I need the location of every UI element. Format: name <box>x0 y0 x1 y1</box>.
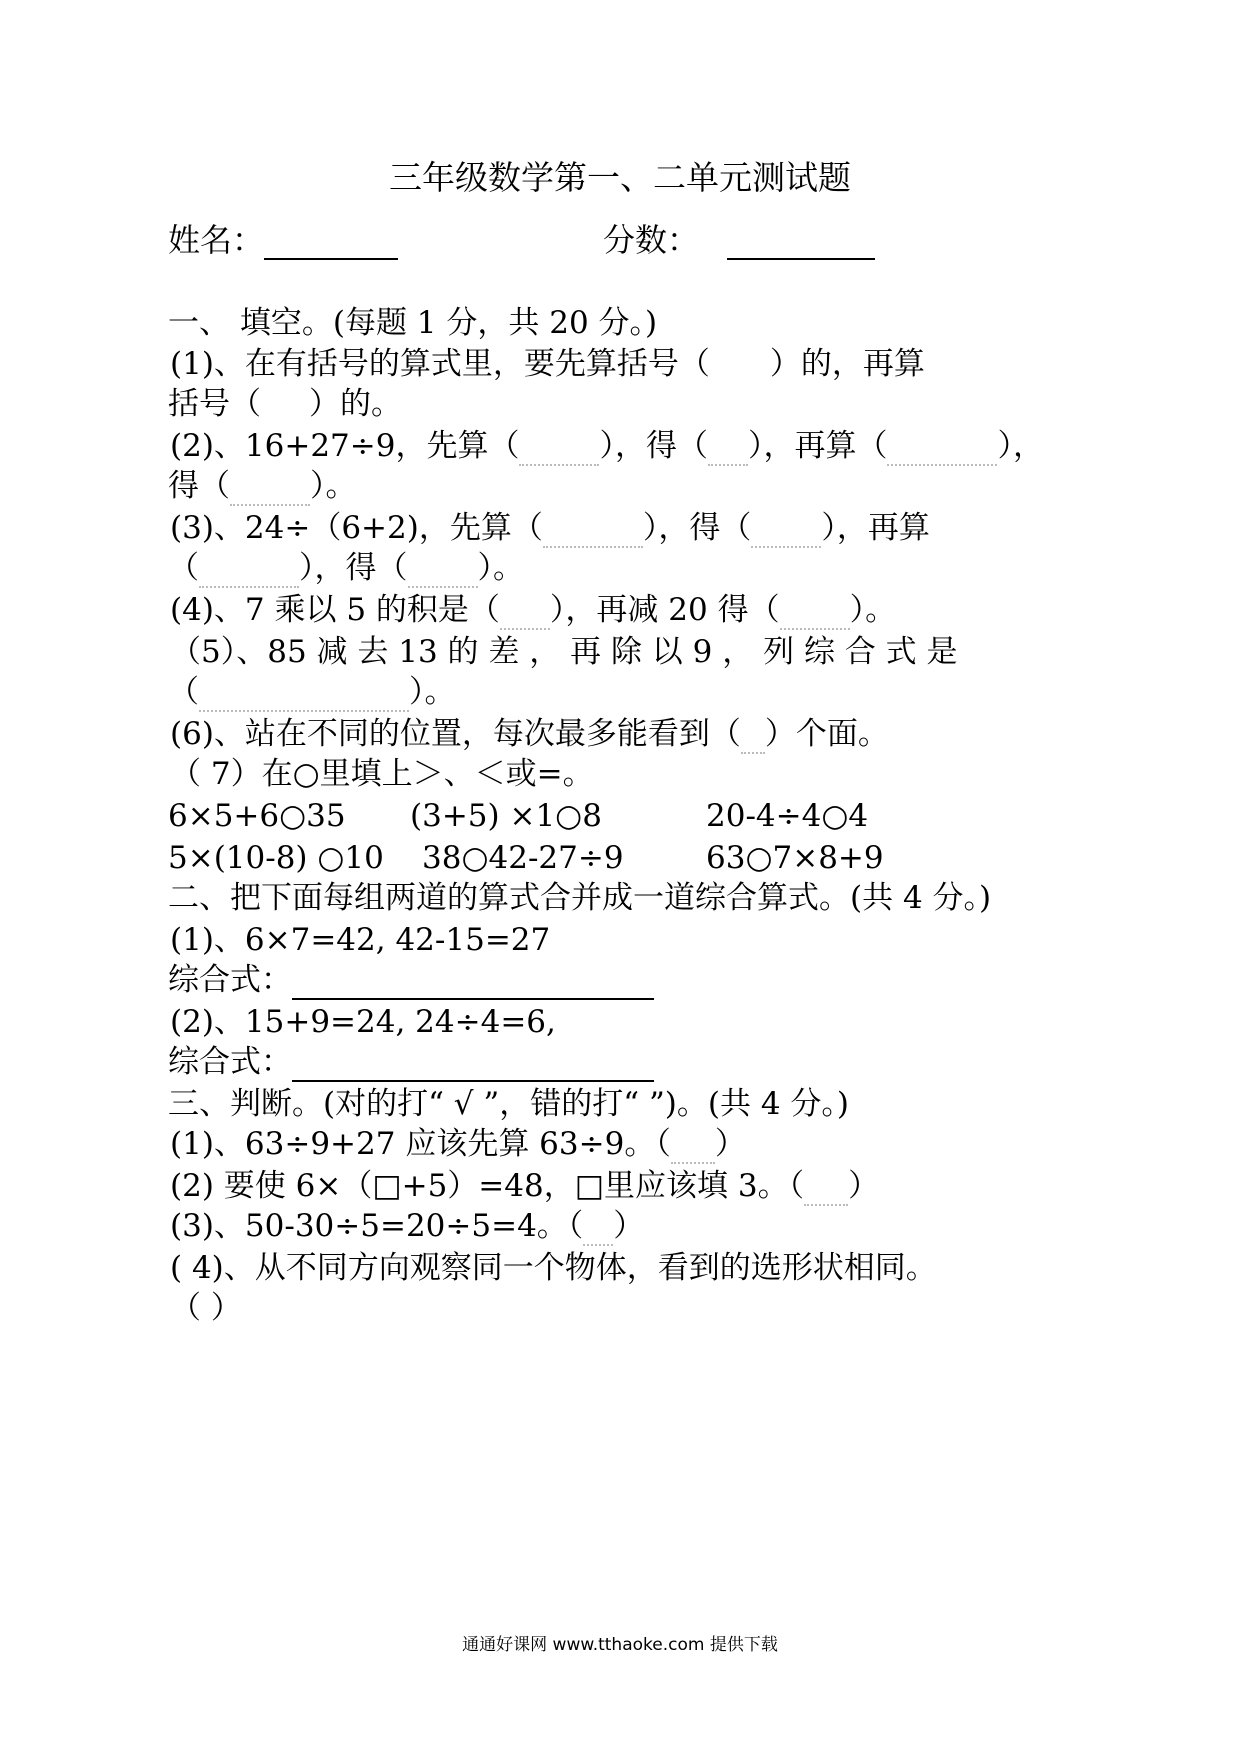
score-row <box>603 220 875 260</box>
compare-row-2 <box>168 838 884 878</box>
combined-label: 综合式： <box>168 962 292 998</box>
q2-line-2: 得（ ）。 <box>168 468 357 504</box>
compare-item: (3+5) ×1○8 <box>410 798 602 834</box>
section-2-heading: 二、把下面每组两道的算式合并成一道综合算式。(共 4 分。) <box>168 880 992 916</box>
q6-line: (6)、站在不同的位置，每次最多能看到（ ）个面。 <box>170 716 889 752</box>
s3-q1: (1)、63÷9+27 应该先算 63÷9。（ ） <box>170 1126 746 1162</box>
s3-q4: ( 4)、从不同方向观察同一个物体，看到的选形状相同。 <box>170 1250 937 1286</box>
page-title: 三年级数学第一、二单元测试题 <box>389 158 851 197</box>
s2-answer-1-row <box>168 960 654 1000</box>
compare-item: 38○42-27÷9 <box>422 840 624 876</box>
compare-item: 6×5+6○35 <box>168 798 346 834</box>
q7-line: （ 7）在○里填上＞、＜或=。 <box>170 756 594 792</box>
compare-item: 20-4÷4○4 <box>706 798 869 834</box>
name-blank[interactable] <box>264 226 398 260</box>
compare-item: 63○7×8+9 <box>706 840 884 876</box>
s3-q4-paren: （ ） <box>170 1290 242 1326</box>
q1-line-1: (1)、在有括号的算式里，要先算括号（ ）的，再算 <box>170 346 925 382</box>
q4-line: (4)、7 乘以 5 的积是（ ），再减 20 得（ ）。 <box>170 592 897 628</box>
q3-line-1: (3)、24÷（6+2)，先算（ ），得（ ），再算 <box>170 510 930 546</box>
s2-answer-2-row <box>168 1042 654 1082</box>
score-label: 分数： <box>603 221 700 259</box>
q5-line-2: （ ）。 <box>168 674 456 710</box>
combined-label: 综合式： <box>168 1044 292 1080</box>
q3-line-2: （ ），得（ ）。 <box>168 550 524 586</box>
score-blank[interactable] <box>727 226 875 260</box>
name-label: 姓名： <box>168 221 265 259</box>
s2-q2: (2)、15+9=24, 24÷4=6, <box>170 1004 556 1040</box>
compare-row-1 <box>168 796 868 836</box>
s2-q1: (1)、6×7=42, 42-15=27 <box>170 922 551 958</box>
compare-item: 5×(10-8) ○10 <box>168 840 384 876</box>
section-1-heading: 一、 填空。(每题 1 分，共 20 分。) <box>168 305 658 341</box>
combined-answer-1[interactable] <box>292 966 654 1000</box>
combined-answer-2[interactable] <box>292 1048 654 1082</box>
q5-line-1: （5）、85 减 去 13 的 差 ， 再 除 以 9 ， 列 综 合 式 是 <box>170 634 958 670</box>
s3-q3: (3)、50-30÷5=20÷5=4。（ ） <box>170 1208 645 1244</box>
footer-credit: 通通好课网 www.tthaoke.com 提供下载 <box>462 1635 778 1655</box>
name-row <box>168 220 398 260</box>
s3-q2: (2) 要使 6×（□+5）=48，□里应该填 3。（ ） <box>170 1168 880 1204</box>
q1-line-2: 括号（ ）的。 <box>168 386 402 422</box>
section-3-heading: 三、判断。(对的打“ √ ”，错的打“ ”)。(共 4 分。) <box>168 1086 850 1122</box>
q2-line-1: (2)、16+27÷9，先算（ ），得（ ），再算（ ）， <box>170 428 1044 464</box>
